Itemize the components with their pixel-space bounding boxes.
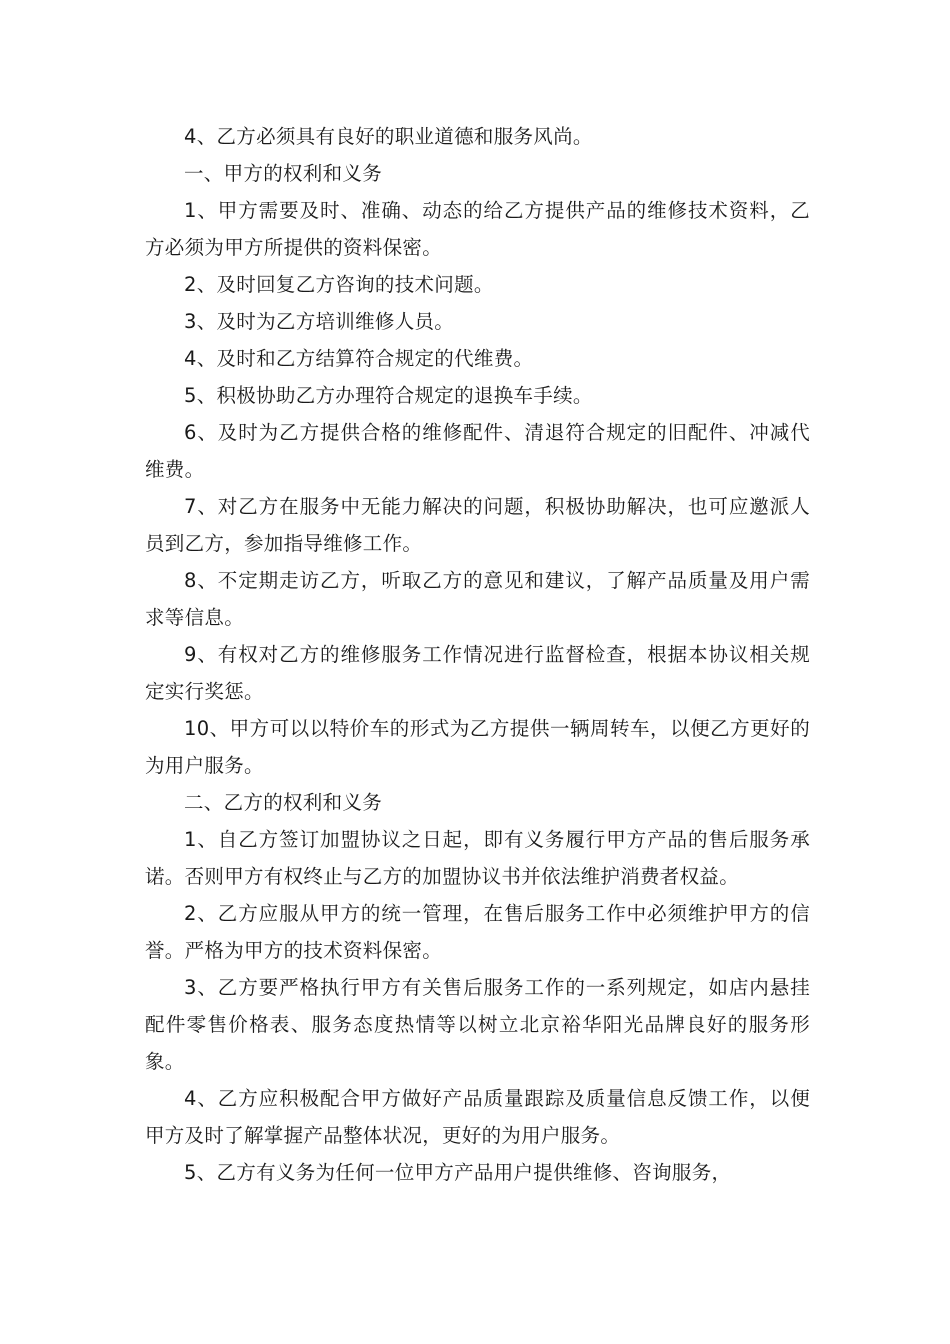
section-heading: 一、甲方的权利和义务 <box>184 162 383 185</box>
paragraph: 9、有权对乙方的维修服务工作情况进行监督检查，根据本协议相关规定实行奖惩。 <box>145 643 810 703</box>
paragraph: 2、乙方应服从甲方的统一管理，在售后服务工作中必须维护甲方的信誉。严格为甲方的技术资料保密。 <box>145 902 810 962</box>
paragraph: 10、甲方可以以特价车的形式为乙方提供一辆周转车，以便乙方更好的为用户服务。 <box>145 717 810 777</box>
paragraph: 4、乙方应积极配合甲方做好产品质量跟踪及质量信息反馈工作，以便甲方及时了解掌握产品整体状况，更好的为用户服务。 <box>145 1087 810 1147</box>
paragraph: 1、甲方需要及时、准确、动态的给乙方提供产品的维修技术资料，乙方必须为甲方所提供的资料保密。 <box>145 199 810 259</box>
paragraph: 5、乙方有义务为任何一位甲方产品用户提供维修、咨询服务， <box>184 1161 732 1184</box>
paragraph: 3、及时为乙方培训维修人员。 <box>184 310 455 333</box>
paragraph: 2、及时回复乙方咨询的技术问题。 <box>184 273 494 296</box>
paragraph: 3、乙方要严格执行甲方有关售后服务工作的一系列规定，如店内悬挂配件零售价格表、服务态度热情等以树立北京裕华阳光品牌良好的服务形象。 <box>145 976 810 1073</box>
paragraph: 1、自乙方签订加盟协议之日起，即有义务履行甲方产品的售后服务承诺。否则甲方有权终止与乙方的加盟协议书并依法维护消费者权益。 <box>145 828 810 888</box>
section-heading: 二、乙方的权利和义务 <box>184 791 383 814</box>
paragraph: 5、积极协助乙方办理符合规定的退换车手续。 <box>184 384 593 407</box>
paragraph: 6、及时为乙方提供合格的维修配件、清退符合规定的旧配件、冲减代维费。 <box>145 421 810 481</box>
paragraph: 8、不定期走访乙方，听取乙方的意见和建议，了解产品质量及用户需求等信息。 <box>145 569 810 629</box>
paragraph: 4、乙方必须具有良好的职业道德和服务风尚。 <box>184 125 593 148</box>
document-body <box>145 118 810 1191</box>
paragraph: 4、及时和乙方结算符合规定的代维费。 <box>184 347 534 370</box>
paragraph: 7、对乙方在服务中无能力解决的问题，积极协助解决，也可应邀派人员到乙方，参加指导维修工作。 <box>145 495 810 555</box>
